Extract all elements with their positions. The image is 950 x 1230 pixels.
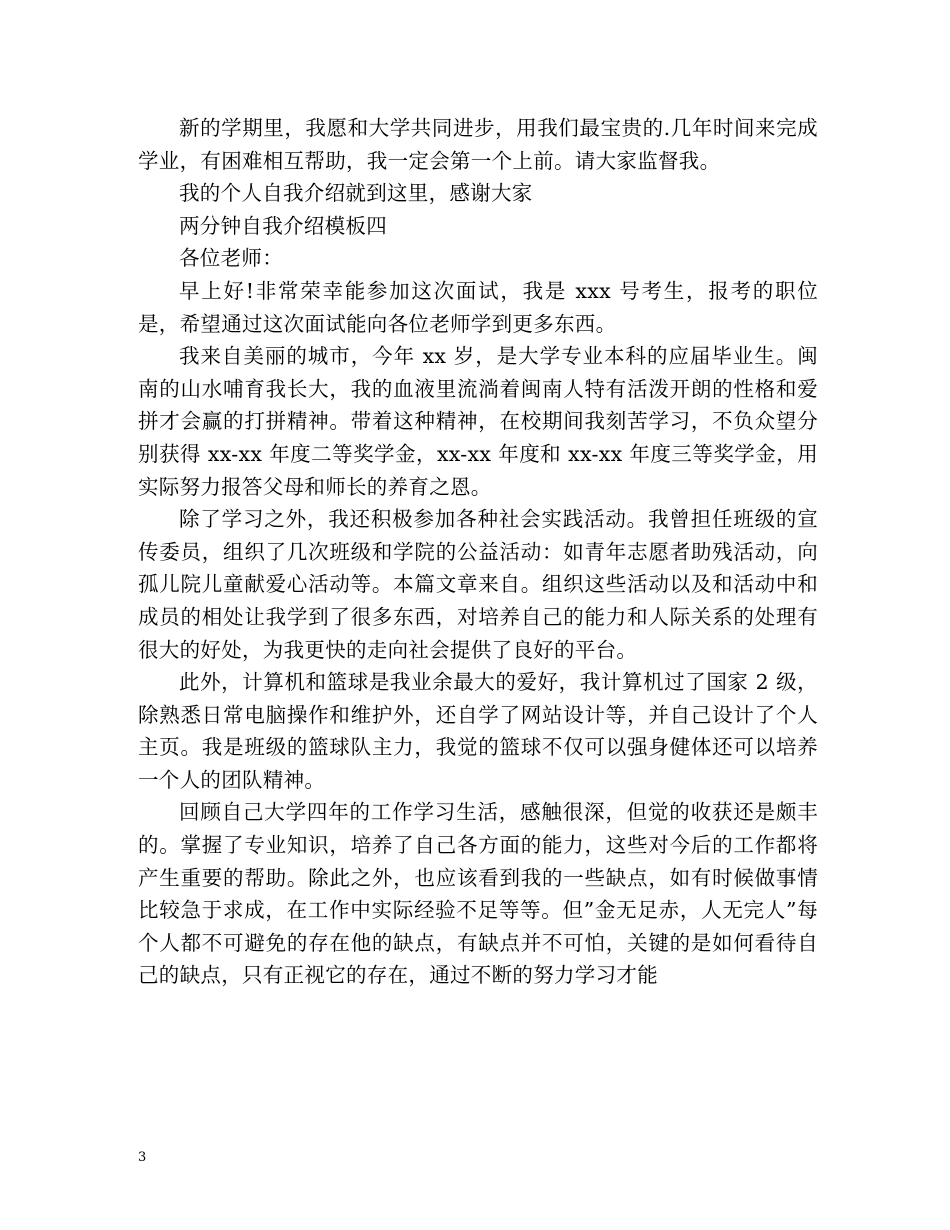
paragraph: 早上好!非常荣幸能参加这次面试，我是 xxx 号考生，报考的职位是，希望通过这次面试能向各位老师学到更多东西。	[138, 278, 818, 336]
section-heading: 两分钟自我介绍模板四	[179, 213, 387, 238]
document-body	[138, 112, 818, 992]
page-number: 3	[138, 1150, 147, 1165]
paragraph: 除了学习之外，我还积极参加各种社会实践活动。我曾担任班级的宣传委员，组织了几次班级和学院的公益活动：如青年志愿者助残活动，向孤儿院儿童献爱心活动等。本篇文章来自。组织这些活动以及和活动中和成员的相处让我学到了很多东西，对培养自己的能力和人际关系的处理有很大的好处，为我更快的走向社会提供了良好的平台。	[138, 507, 818, 662]
paragraph: 新的学期里，我愿和大学共同进步，用我们最宝贵的.几年时间来完成学业，有困难相互帮助，我一定会第一个上前。请大家监督我。	[138, 116, 818, 173]
paragraph: 我的个人自我介绍就到这里，感谢大家	[179, 181, 533, 206]
paragraph: 我来自美丽的城市，今年 xx 岁，是大学专业本科的应届毕业生。闽南的山水哺育我长大，我的血液里流淌着闽南人特有活泼开朗的性格和爱拼才会赢的打拼精神。带着这种精神，在校期间我刻苦学习，不负众望分别获得 xx-xx 年度二等奖学金，xx-xx 年度和 xx-xx 年度三等奖学金，用实际努力报答父母和师长的养育之恩。	[138, 344, 818, 499]
paragraph: 此外，计算机和篮球是我业余最大的爱好，我计算机过了国家 2 级，除熟悉日常电脑操作和维护外，还自学了网站设计等，并自己设计了个人主页。我是班级的篮球队主力，我觉的篮球不仅可以强身健体还可以培养一个人的团队精神。	[138, 670, 818, 792]
paragraph: 回顾自己大学四年的工作学习生活，感触很深，但觉的收获还是颇丰的。掌握了专业知识，培养了自己各方面的能力，这些对今后的工作都将产生重要的帮助。除此之外，也应该看到我的一些缺点，如有时候做事情比较急于求成，在工作中实际经验不足等等。但”金无足赤，人无完人”每个人都不可避免的存在他的缺点，有缺点并不可怕，关键的是如何看待自己的缺点，只有正视它的存在，通过不断的努力学习才能	[138, 800, 818, 988]
salutation: 各位老师：	[179, 246, 283, 271]
